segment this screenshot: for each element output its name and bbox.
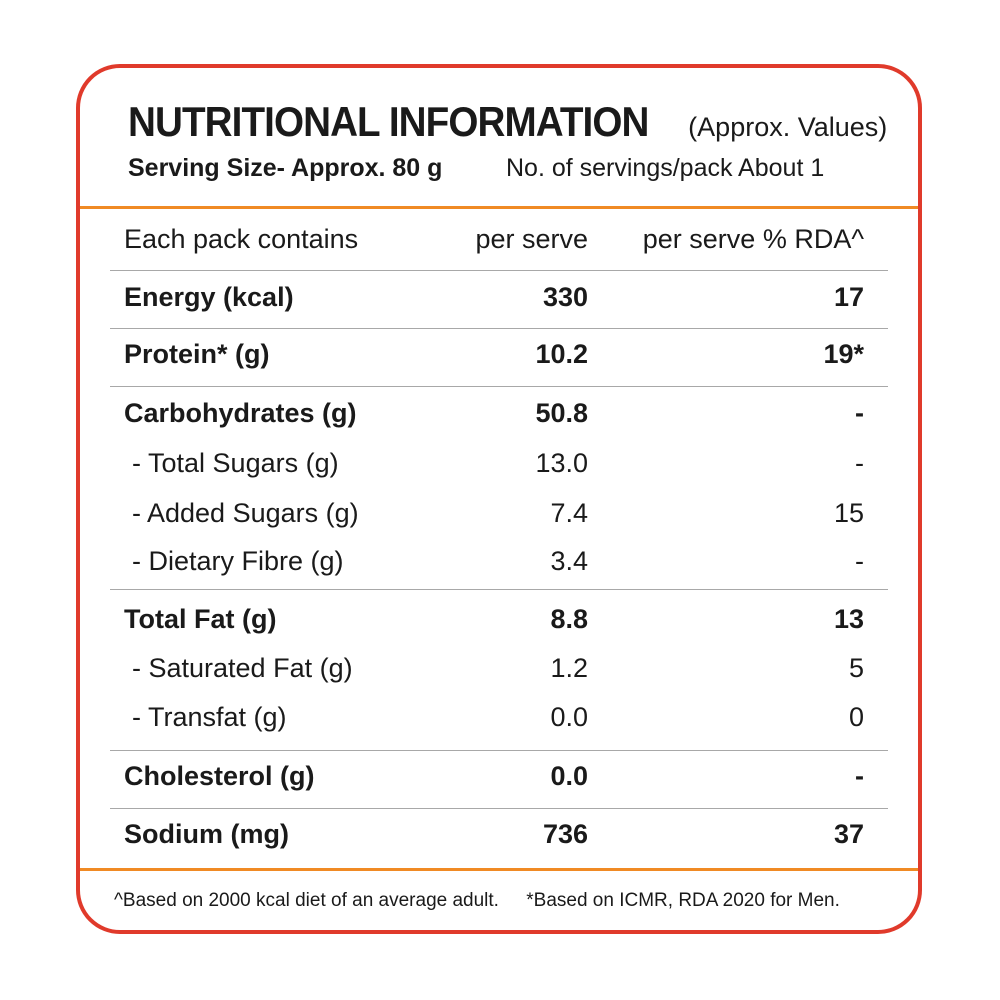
row-name: - Dietary Fibre (g)	[132, 546, 344, 576]
row-rda: 0	[848, 702, 864, 732]
footnotes	[114, 890, 840, 912]
row-rda: 19*	[823, 339, 864, 369]
row-rda: -	[855, 448, 864, 478]
row-rda: -	[855, 546, 864, 576]
row-name: Carbohydrates (g)	[124, 398, 357, 428]
row-name: Total Fat (g)	[124, 604, 277, 634]
column-header-row	[80, 224, 918, 264]
divider	[110, 589, 888, 590]
row-per-serve: 3.4	[550, 546, 588, 576]
table-row	[80, 653, 918, 693]
row-rda: 13	[833, 604, 864, 634]
row-per-serve: 7.4	[550, 498, 588, 528]
row-per-serve: 1.2	[550, 653, 588, 683]
table-row	[80, 398, 918, 438]
serving-size: Serving Size- Approx. 80 g	[128, 154, 443, 182]
row-rda: 37	[833, 819, 864, 849]
footnote-icmr: *Based on ICMR, RDA 2020 for Men.	[526, 890, 840, 911]
row-per-serve: 8.8	[550, 604, 588, 634]
row-per-serve: 0.0	[550, 702, 588, 732]
column-header-name: Each pack contains	[124, 224, 359, 254]
table-row	[80, 546, 918, 586]
table-row	[80, 604, 918, 644]
top-rule	[80, 206, 918, 209]
row-name: Protein* (g)	[124, 339, 270, 369]
panel-title: NUTRITIONAL INFORMATION	[128, 98, 649, 145]
row-per-serve: 50.8	[535, 398, 588, 428]
table-row	[80, 339, 918, 379]
row-rda: 5	[848, 653, 864, 683]
column-header-rda: per serve % RDA^	[642, 224, 864, 254]
divider	[110, 386, 888, 387]
divider	[110, 750, 888, 751]
row-name: - Added Sugars (g)	[132, 498, 359, 528]
table-row	[80, 282, 918, 322]
table-row	[80, 448, 918, 488]
footnote-rda: ^Based on 2000 kcal diet of an average adult.	[114, 890, 499, 911]
row-per-serve: 13.0	[535, 448, 588, 478]
row-name: Sodium (mg)	[124, 819, 289, 849]
table-row	[80, 761, 918, 801]
row-rda: -	[855, 398, 864, 428]
row-name: Energy (kcal)	[124, 282, 294, 312]
row-rda: -	[855, 761, 864, 791]
column-header-per-serve: per serve	[475, 224, 588, 254]
row-name: - Saturated Fat (g)	[132, 653, 353, 683]
table-row	[80, 819, 918, 859]
row-rda: 17	[833, 282, 864, 312]
serving-info	[128, 154, 825, 183]
row-name: - Total Sugars (g)	[132, 448, 339, 478]
table-row	[80, 498, 918, 538]
row-per-serve: 10.2	[535, 339, 588, 369]
servings-per-pack: No. of servings/pack About 1	[506, 154, 825, 182]
divider	[110, 808, 888, 809]
divider	[110, 328, 888, 329]
row-name: - Transfat (g)	[132, 702, 287, 732]
title-row	[128, 98, 887, 146]
row-per-serve: 736	[542, 819, 588, 849]
row-rda: 15	[833, 498, 864, 528]
divider	[110, 270, 888, 271]
nutrition-panel	[76, 64, 922, 934]
title-note: (Approx. Values)	[688, 112, 888, 142]
bottom-rule	[80, 868, 918, 871]
row-per-serve: 330	[542, 282, 588, 312]
table-row	[80, 702, 918, 742]
row-name: Cholesterol (g)	[124, 761, 315, 791]
row-per-serve: 0.0	[550, 761, 588, 791]
